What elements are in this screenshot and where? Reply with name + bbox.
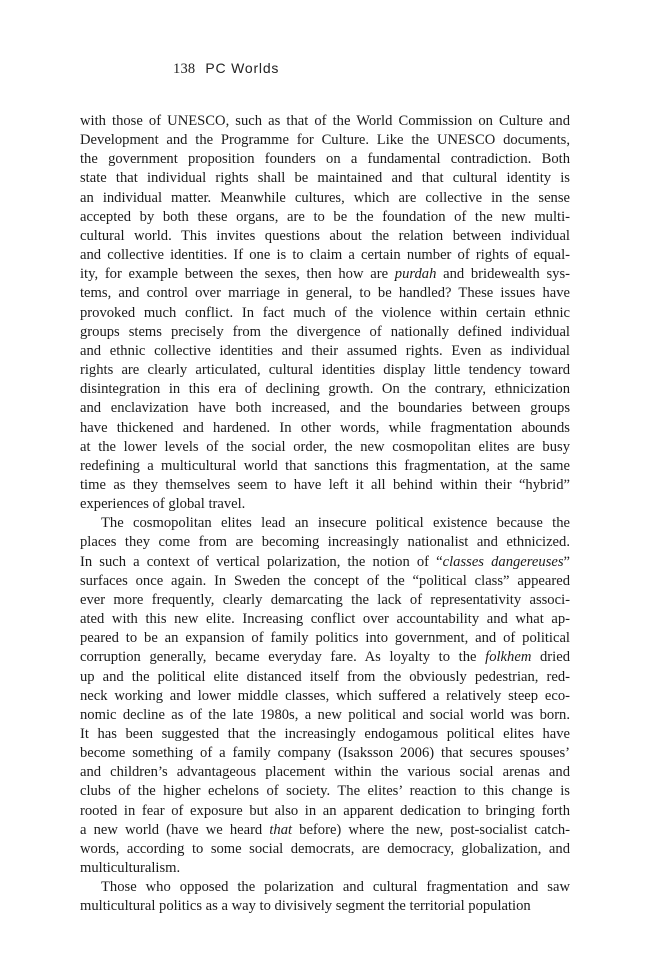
text-line: and children’s advantageous placement within the various social arenas and bbox=[80, 764, 570, 781]
text-line: rooted in fear of exposure but also in an apparent dedication to bringing forth bbox=[80, 802, 570, 819]
text-line: Those who opposed the polarization and cultural fragmentation and saw bbox=[101, 879, 570, 896]
text-line: the government proposition founders on a fundamental contradiction. Both bbox=[80, 151, 570, 168]
text-line: multiculturalism. bbox=[80, 860, 181, 877]
text-line: multicultural politics as a way to divisively segment the territorial population bbox=[80, 898, 531, 915]
text-line: with those of UNESCO, such as that of the World Commission on Culture and bbox=[80, 113, 570, 129]
text-line: ity, for example between the sexes, then how are purdah and bridewealth sys- bbox=[80, 266, 571, 283]
text-line: redefining a multicultural world that sanctions this fragmentation, at the same bbox=[80, 457, 570, 474]
text-line: nomic decline as of the late 1980s, a new political and social world was born. bbox=[80, 706, 570, 723]
text-line: up and the political elite distanced itself from the obviously pedestrian, red- bbox=[80, 668, 570, 685]
text-line: Development and the Programme for Culture. Like the UNESCO documents, bbox=[80, 132, 570, 149]
text-line: rights are clearly articulated, cultural identities display little tendency toward bbox=[80, 362, 570, 379]
text-line: groups stems precisely from the divergence of nationally defined individual bbox=[80, 323, 570, 340]
text-line: cultural world. This invites questions about the relation between individual bbox=[80, 227, 570, 244]
text-line: a new world (have we heard that before) where the new, post-socialist catch- bbox=[80, 821, 570, 838]
text-line: ated with this new elite. Increasing conflict over accountability and what ap- bbox=[80, 611, 570, 628]
italic-term: that bbox=[269, 821, 293, 838]
text-line: The cosmopolitan elites lead an insecure political existence because the bbox=[101, 515, 570, 532]
text-line: clubs of the higher echelons of society. The elites’ reaction to this change is bbox=[80, 783, 570, 800]
text-line: neck working and lower middle classes, which suffered a relatively steep eco- bbox=[80, 687, 570, 704]
text-line: peared to be an expansion of family politics into government, and of political bbox=[80, 630, 570, 647]
text-line: words, according to some social democrats, are democracy, globalization, and bbox=[80, 840, 570, 857]
text-line: disintegration in this era of declining growth. On the contrary, ethnicization bbox=[80, 381, 570, 398]
text-line: In such a context of vertical polarization, the notion of “classes dangereuses” bbox=[80, 553, 571, 570]
text-line: and ethnic collective identities and their assumed rights. Even as individual bbox=[80, 342, 570, 359]
text-line: It has been suggested that the increasingly endogamous political elites have bbox=[80, 726, 570, 742]
text-line: state that individual rights shall be maintained and that cultural identity is bbox=[80, 170, 570, 187]
italic-term: folkhem bbox=[485, 649, 532, 666]
text-line: and collective identities. If one is to claim a certain number of rights of equal- bbox=[80, 247, 570, 264]
text-line: and enclavization have both increased, and the boundaries between groups bbox=[80, 400, 570, 417]
running-title: PC Worlds bbox=[205, 60, 280, 76]
paragraph bbox=[80, 878, 570, 916]
body-text bbox=[80, 112, 570, 917]
paragraph bbox=[80, 112, 570, 514]
running-head bbox=[173, 60, 279, 78]
text-line: tems, and control over marriage in general, to be handled? These issues have bbox=[80, 285, 570, 302]
text-line: ever more frequently, clearly demarcating the lack of representativity associ- bbox=[80, 591, 570, 608]
text-line: corruption generally, became everyday fare. As loyalty to the folkhem dried bbox=[80, 649, 570, 666]
text-line: an individual matter. Meanwhile cultures, which are collective in the sense bbox=[80, 189, 570, 206]
text-line: surfaces once again. In Sweden the concept of the “political class” appeared bbox=[80, 572, 570, 589]
page-number: 138 bbox=[173, 61, 196, 77]
text-line: time as they themselves seem to have left it all behind within their “hybrid” bbox=[80, 476, 570, 493]
text-line: places they come from are becoming increasingly nationalist and ethnicized. bbox=[80, 534, 570, 551]
text-line: at the lower levels of the social order, the new cosmopolitan elites are busy bbox=[80, 438, 570, 455]
italic-term: classes dangereuses bbox=[442, 553, 564, 570]
text-line: become something of a family company (Isaksson 2006) that secures spouses’ bbox=[80, 745, 570, 762]
text-line: provoked much conflict. In fact much of the violence within certain ethnic bbox=[80, 304, 570, 321]
italic-term: purdah bbox=[394, 266, 437, 283]
text-line: accepted by both these organs, are to be the foundation of the new multi- bbox=[80, 208, 570, 225]
text-line: experiences of global travel. bbox=[80, 496, 246, 513]
text-line: have thickened and hardened. In other words, while fragmentation abounds bbox=[80, 419, 570, 436]
paragraph bbox=[80, 514, 570, 878]
